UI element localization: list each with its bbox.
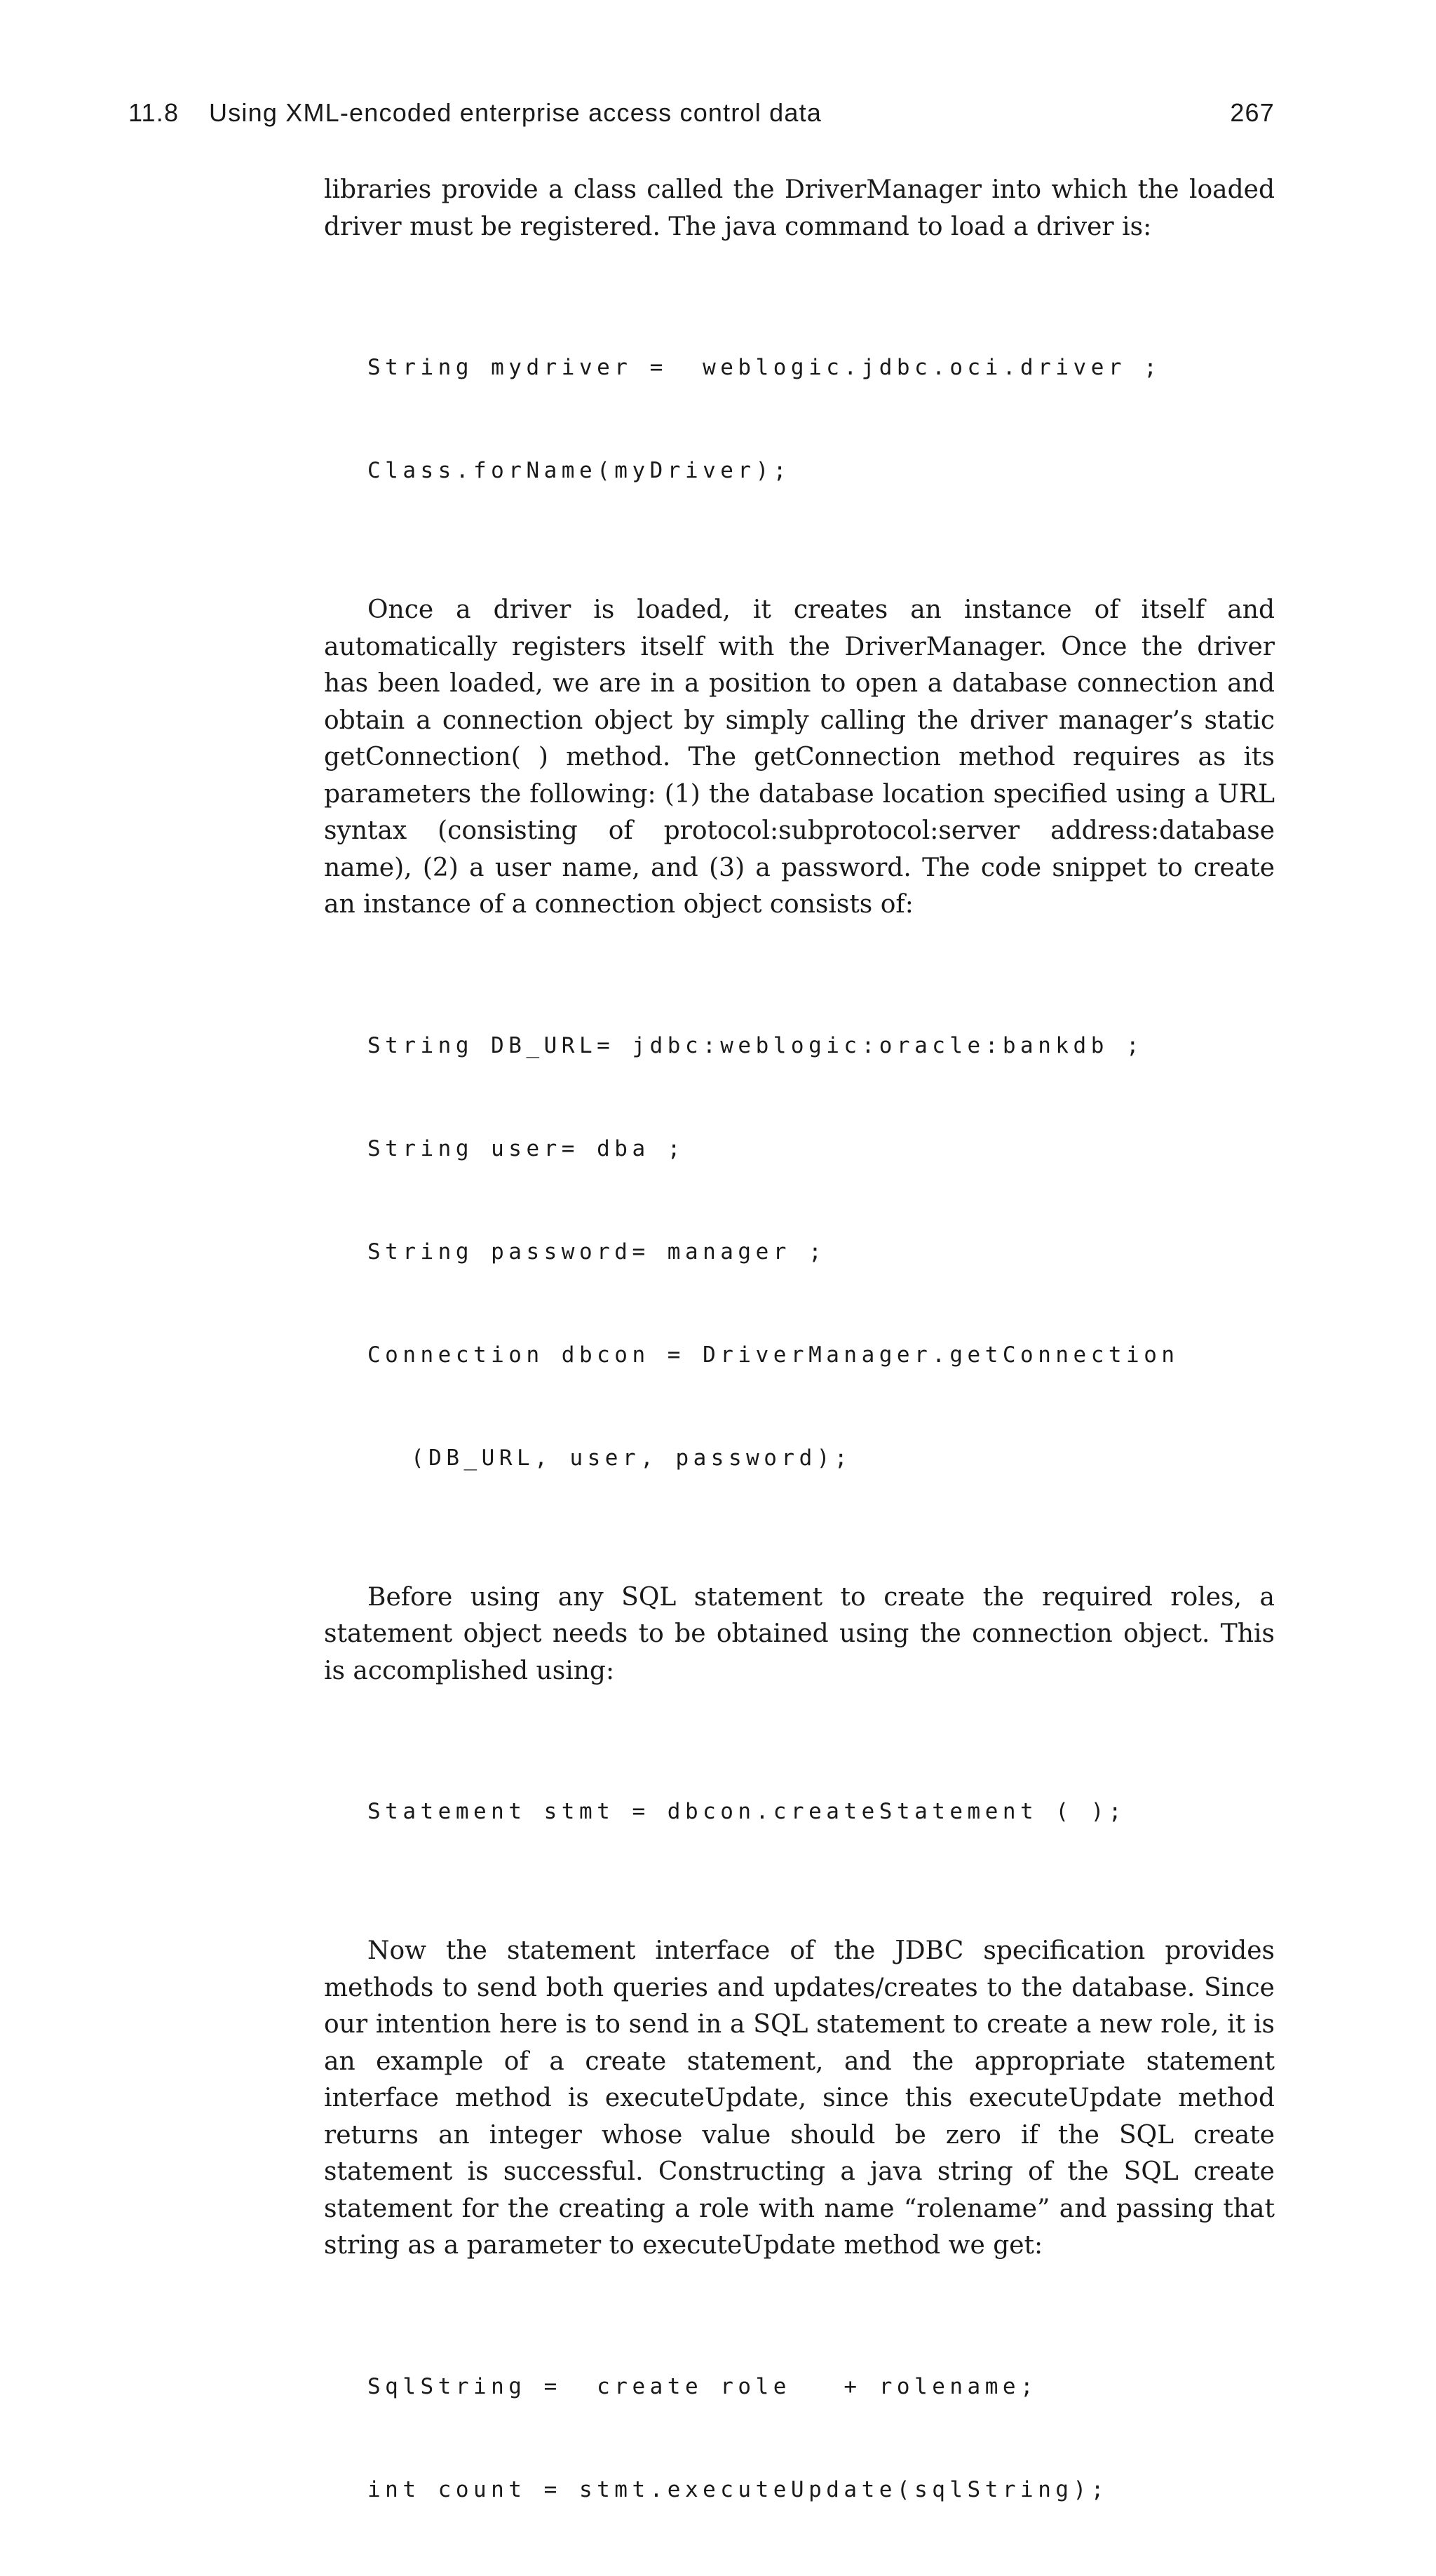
running-header (128, 98, 1275, 133)
code-line: (DB_URL, user, password); (411, 1445, 853, 1471)
code-block-connection (324, 960, 1275, 1544)
code-line: String DB_URL= jdbc:weblogic:oracle:bankdb ; (367, 1032, 1144, 1058)
code-block-load-driver (324, 282, 1275, 557)
section-number: 11.8 (128, 98, 180, 127)
paragraph-get-connection: Once a driver is loaded, it creates an instance of itself and automatically registers itself with the DriverManager. Once the driver has been loaded, we are in a position to open a database connection and obtain a connection object by simply calling the driver manager’s static getConnection( ) method. The getConnection method requires as its parameters the following: (1) the database location specified using a URL syntax (consisting of protocol:subprotocol:server address:database name), (2) a user name, and (3) a password. The code snippet to create an instance of a connection object consists of: (324, 595, 1275, 919)
code-line: String password= manager ; (367, 1239, 827, 1265)
code-line: Class.forName(myDriver); (367, 458, 791, 483)
code-line: Connection dbcon = DriverManager.getConnection (367, 1342, 1179, 1368)
code-line: int count = stmt.executeUpdate(sqlString); (367, 2476, 1109, 2502)
code-line: String user= dba ; (367, 1135, 685, 1161)
code-line: Statement stmt = dbcon.createStatement ( ); (367, 1799, 1127, 1824)
code-block-execute-update (324, 2301, 1275, 2576)
paragraph-execute-update: Now the statement interface of the JDBC specification provides methods to send both queries and updates/creates to the database. Since our intention here is to send in a SQL statement to create a new role, it is an example of a create statement, and the appropriate statement interface method is executeUpdate, since this executeUpdate method returns an integer whose value should be zero if the SQL create statement is successful. Constructing a java string of the SQL create statement for the creating a role with name “rolename” and passing that string as a parameter to executeUpdate method we get: (324, 1936, 1275, 2260)
page-body (324, 172, 1275, 2576)
paragraph-driver-manager: libraries provide a class called the DriverManager into which the loaded driver must be registered. The java command to load a driver is: (324, 175, 1275, 241)
code-block-statement (324, 1726, 1275, 1898)
section-title: Using XML-encoded enterprise access control data (209, 98, 822, 127)
code-line: SqlString = create role + rolename; (367, 2373, 1038, 2399)
page-number: 267 (1230, 98, 1275, 127)
paragraph-statement-object: Before using any SQL statement to create the required roles, a statement object needs to be obtained using the connection object. This is accomplished using: (324, 1582, 1275, 1685)
code-line: String mydriver = weblogic.jdbc.oci.driver ; (367, 355, 1162, 380)
